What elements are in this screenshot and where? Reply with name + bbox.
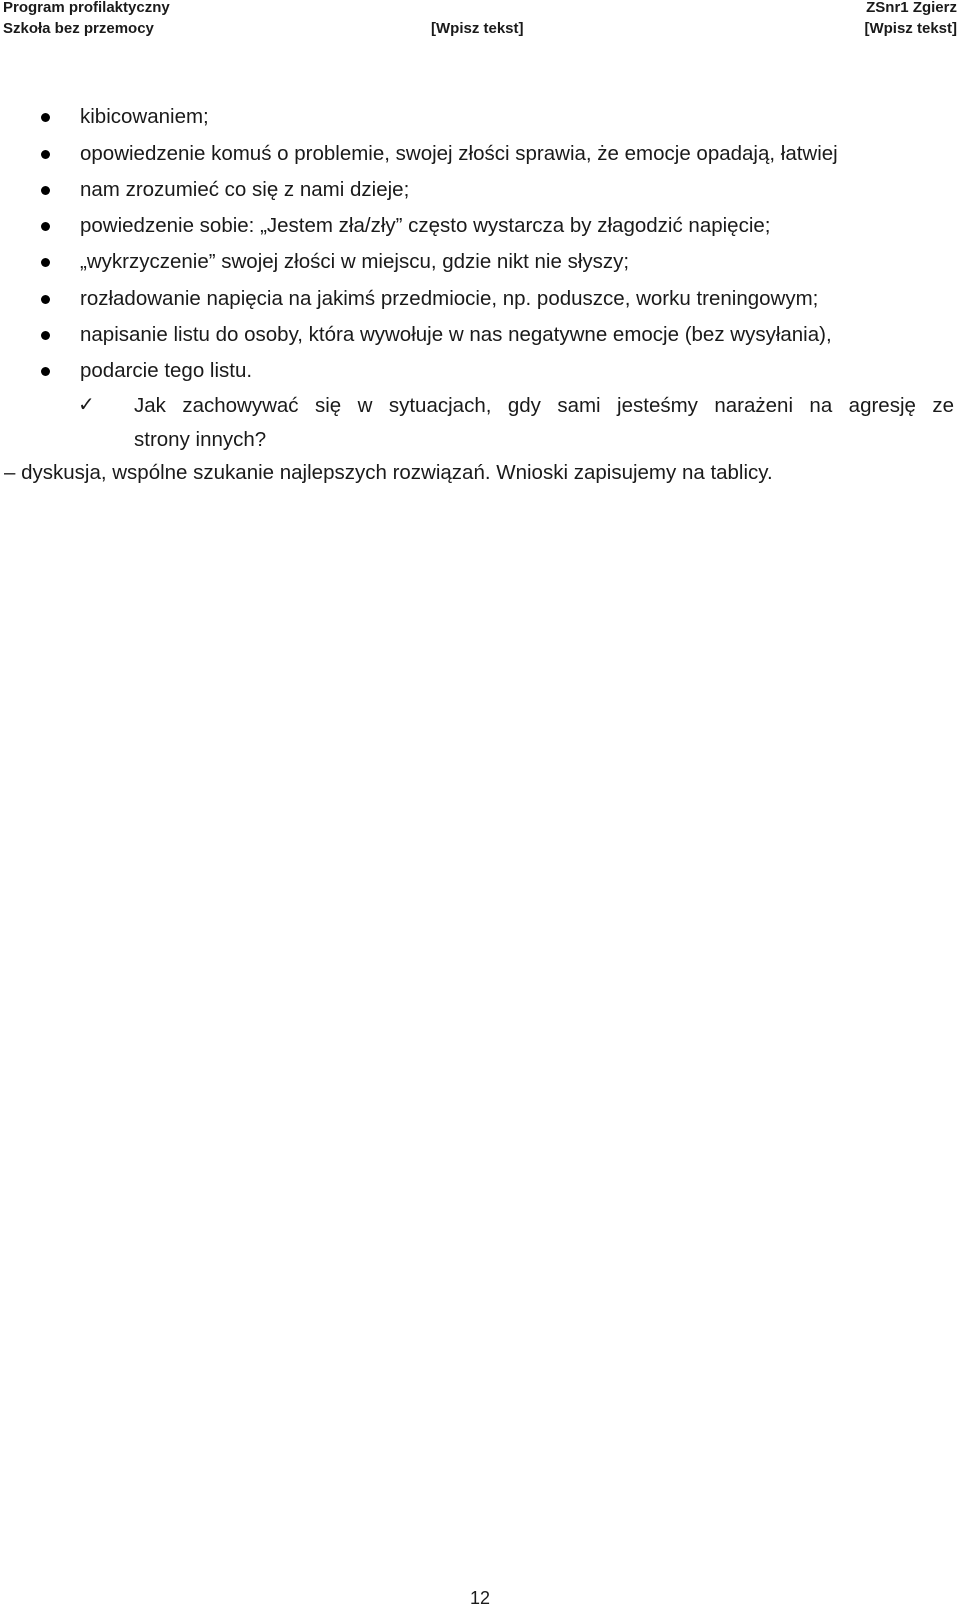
list-item-text: podarcie tego listu.	[80, 359, 253, 382]
list-item-text: nam zrozumieć co się z nami dzieje;	[80, 178, 410, 201]
bullet-icon	[41, 222, 50, 231]
list-item-text: powiedzenie sobie: „Jestem zła/zły” często wystarcza by złagodzić napięcie;	[80, 214, 771, 237]
bullet-icon	[41, 258, 50, 267]
bullet-icon	[41, 186, 50, 195]
bullet-icon	[41, 295, 50, 304]
header-right-placeholder: [Wpisz tekst]	[864, 20, 957, 37]
check-item-text-line2: strony innych?	[134, 428, 267, 451]
bullet-icon	[41, 367, 50, 376]
list-item-text: napisanie listu do osoby, która wywołuje w nas negatywne emocje (bez wysyłania),	[80, 323, 832, 346]
header-right	[864, 0, 957, 39]
list-item-text: kibicowaniem;	[80, 105, 209, 128]
list-item-text: opowiedzenie komuś o problemie, swojej złości sprawia, że emocje opadają, łatwiej	[80, 142, 838, 165]
header-program-title: Program profilaktyczny	[3, 0, 170, 16]
list-item-text: „wykrzyczenie” swojej złości w miejscu, gdzie nikt nie słyszy;	[80, 250, 630, 273]
header-left	[3, 0, 170, 39]
header-center-placeholder: [Wpisz tekst]	[431, 20, 524, 37]
conclusion-paragraph: – dyskusja, wspólne szukanie najlepszych rozwiązań. Wnioski zapisujemy na tablicy.	[4, 461, 773, 484]
bullet-icon	[41, 331, 50, 340]
header-school-name: ZSnr1 Zgierz	[866, 0, 957, 16]
check-item-text-line1: Jak zachowywać się w sytuacjach, gdy sami jesteśmy narażeni na agresję ze	[134, 394, 954, 417]
bullet-icon	[41, 150, 50, 159]
list-item-text: rozładowanie napięcia na jakimś przedmiocie, np. poduszce, worku treningowym;	[80, 287, 819, 310]
header-program-subtitle: Szkoła bez przemocy	[3, 20, 154, 37]
bullet-icon	[41, 113, 50, 122]
checkmark-icon: ✓	[78, 394, 95, 416]
page-number: 12	[469, 1588, 491, 1608]
